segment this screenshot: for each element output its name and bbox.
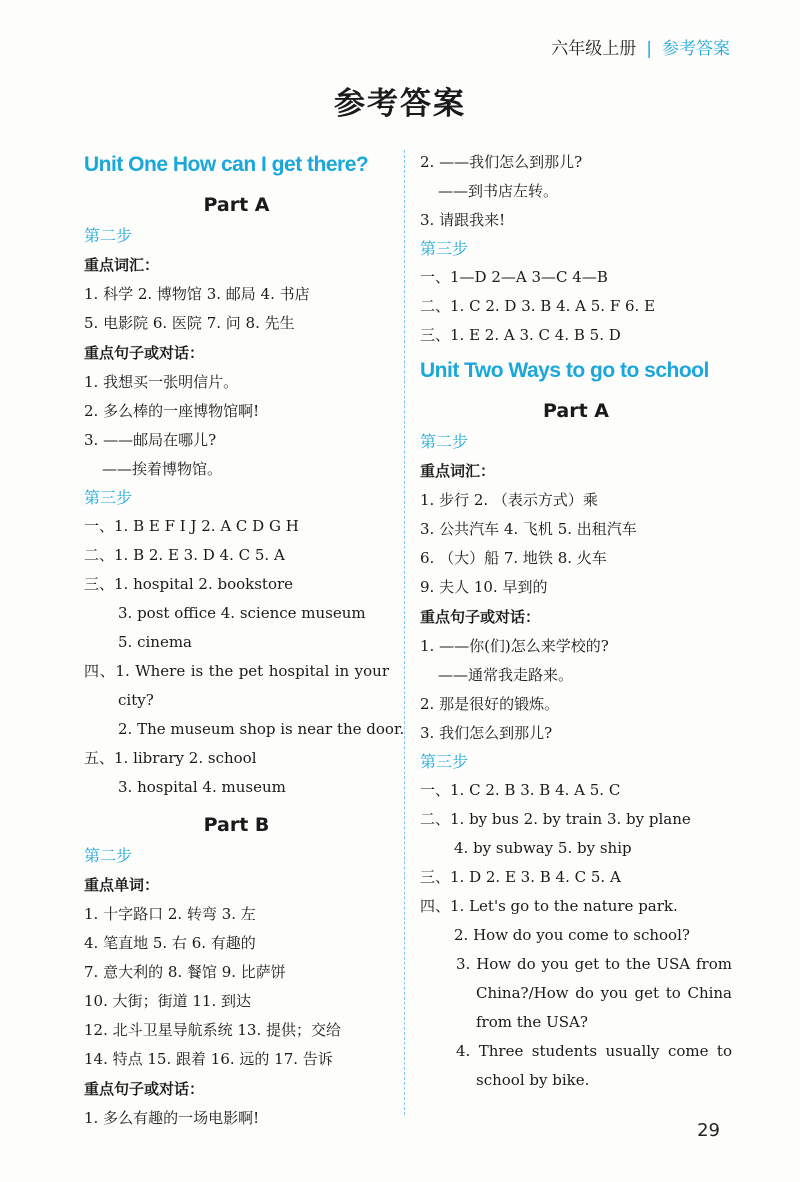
vocab-line: 3. 公共汽车 4. 飞机 5. 出租汽车 (420, 520, 637, 538)
page-title: 参考答案 (334, 86, 466, 122)
page-number: 29 (697, 1120, 720, 1141)
answer-line: 3. post office 4. science museum (118, 604, 366, 622)
sentence-line: 1. 我想买一张明信片。 (84, 373, 239, 391)
sentence-line: 2. ——我们怎么到那儿? (420, 153, 583, 171)
step-label: 第二步 (84, 846, 133, 865)
left-column (84, 148, 405, 1133)
right-column (420, 148, 732, 1095)
answer-line: 二、1. by bus 2. by train 3. by plane (420, 810, 691, 828)
header-tag (551, 34, 730, 59)
vocab-line: 7. 意大利的 8. 餐馆 9. 比萨饼 (84, 963, 286, 981)
header-grade: 六年级上册 (551, 39, 637, 59)
vocab-line: 10. 大街；街道 11. 到达 (84, 992, 252, 1010)
answer-line: 一、1. C 2. B 3. B 4. A 5. C (420, 781, 621, 799)
answer-line: 三、1. hospital 2. bookstore (84, 575, 294, 593)
part-a-title: Part A (203, 194, 270, 216)
unit-one-title: Unit One How can I get there? (84, 153, 369, 176)
unit-two-title: Unit Two Ways to go to school (420, 359, 709, 382)
step-label: 第二步 (420, 432, 469, 451)
part-b-title: Part B (203, 814, 270, 836)
answer-line: 一、1—D 2—A 3—C 4—B (420, 268, 608, 286)
sentence-line: ——挨着博物馆。 (102, 460, 223, 478)
answer-line: 四、1. Where is the pet hospital in your city? (84, 662, 389, 709)
vocab-line: 12. 北斗卫星导航系统 13. 提供；交给 (84, 1021, 342, 1039)
vocab-line: 6. （大）船 7. 地铁 8. 火车 (420, 549, 607, 567)
answer-line: 3. How do you get to the USA from China?/How do you get to China from the USA? (456, 955, 732, 1031)
step-label: 第三步 (420, 239, 469, 258)
sentence-line: ——到书店左转。 (438, 182, 559, 200)
answer-line: 3. hospital 4. museum (118, 778, 286, 796)
column-divider (404, 150, 405, 1115)
step-label: 第二步 (84, 226, 133, 245)
header-section: 参考答案 (662, 39, 730, 59)
vocab-label: 重点词汇： (84, 256, 160, 274)
answer-line: 二、1. C 2. D 3. B 4. A 5. F 6. E (420, 297, 656, 315)
vocab-line: 9. 夫人 10. 早到的 (420, 578, 548, 596)
sentence-line: 1. ——你(们)怎么来学校的? (420, 637, 609, 655)
sentence-line: 2. 多么棒的一座博物馆啊! (84, 402, 260, 420)
sentence-line: 1. 多么有趣的一场电影啊! (84, 1109, 260, 1127)
answer-line: 四、1. Let's go to the nature park. (420, 897, 678, 915)
vocab-line: 5. 电影院 6. 医院 7. 问 8. 先生 (84, 314, 295, 332)
step-label: 第三步 (84, 488, 133, 507)
sentence-line: 2. 那是很好的锻炼。 (420, 695, 560, 713)
answer-line: 2. The museum shop is near the door. (118, 720, 405, 738)
answer-line: 4. Three students usually come to school by bike. (456, 1042, 732, 1089)
step-label: 第三步 (420, 752, 469, 771)
answer-line: 4. by subway 5. by ship (454, 839, 632, 857)
sentence-label: 重点句子或对话： (84, 1080, 205, 1098)
sentence-line: 3. 请跟我来! (420, 211, 506, 229)
part-a-title: Part A (542, 400, 609, 422)
sentence-line: 3. ——邮局在哪儿? (84, 431, 217, 449)
sentence-line: ——通常我走路来。 (438, 666, 574, 684)
answer-line: 三、1. D 2. E 3. B 4. C 5. A (420, 868, 621, 886)
vocab-label: 重点词汇： (420, 462, 496, 480)
vocab-line: 1. 科学 2. 博物馆 3. 邮局 4. 书店 (84, 285, 310, 303)
vocab-line: 1. 十字路口 2. 转弯 3. 左 (84, 905, 256, 923)
answer-line: 2. How do you come to school? (454, 926, 690, 944)
sentence-label: 重点句子或对话： (420, 608, 541, 626)
sentence-label: 重点句子或对话： (84, 344, 205, 362)
answer-line: 一、1. B E F I J 2. A C D G H (84, 517, 299, 535)
answer-line: 5. cinema (118, 633, 192, 651)
answer-line: 三、1. E 2. A 3. C 4. B 5. D (420, 326, 621, 344)
header-separator: | (646, 39, 652, 59)
sentence-line: 3. 我们怎么到那儿? (420, 724, 553, 742)
answer-line: 五、1. library 2. school (84, 749, 257, 767)
vocab-line: 14. 特点 15. 跟着 16. 远的 17. 告诉 (84, 1050, 333, 1068)
vocab-line: 4. 笔直地 5. 右 6. 有趣的 (84, 934, 256, 952)
vocab-line: 1. 步行 2. （表示方式）乘 (420, 491, 598, 509)
answer-line: 二、1. B 2. E 3. D 4. C 5. A (84, 546, 285, 564)
vocab-label: 重点单词： (84, 876, 160, 894)
